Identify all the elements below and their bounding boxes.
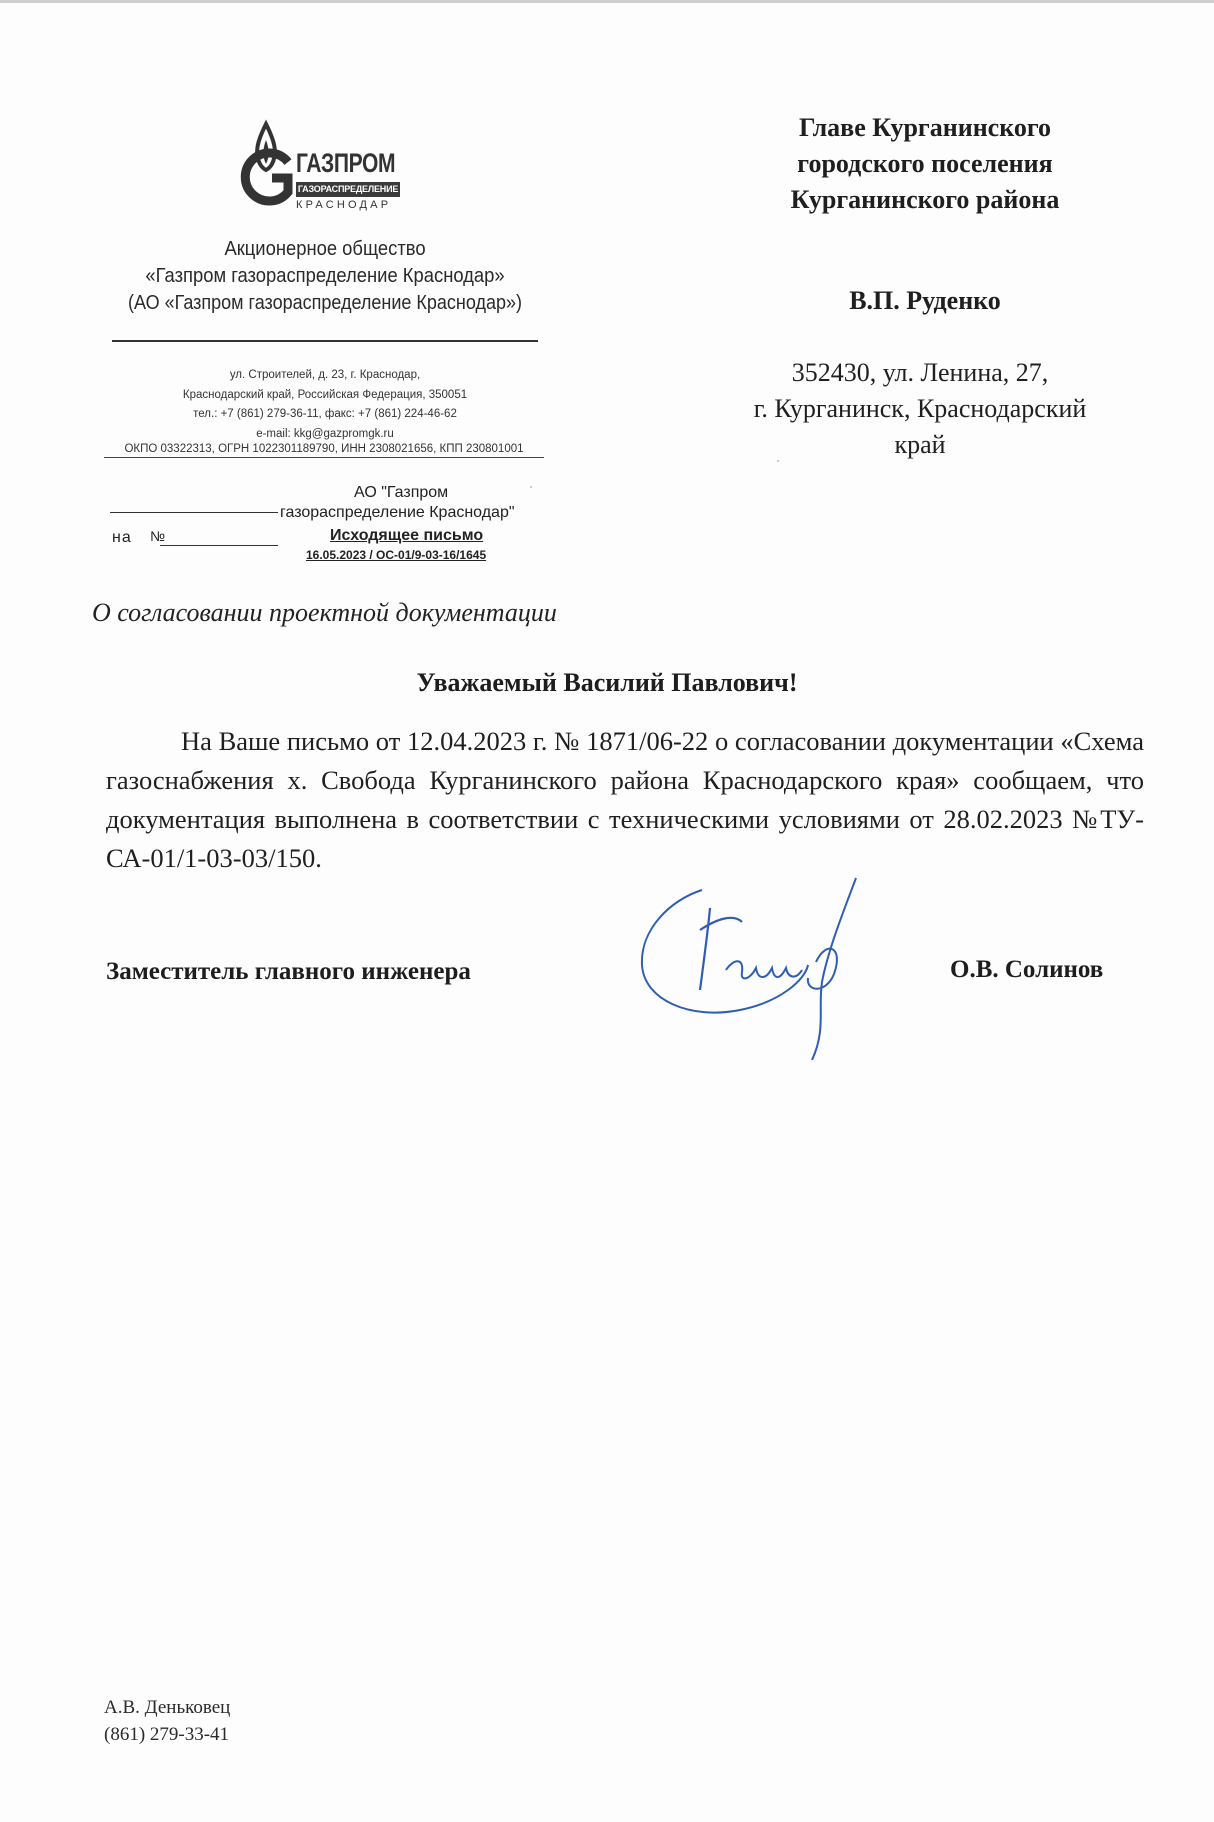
letter-subject: О согласовании проектной документации (92, 598, 557, 627)
signer-position: Заместитель главного инженера (106, 958, 471, 985)
gazprom-flame-icon (236, 118, 296, 214)
logo-city: КРАСНОДАР (296, 199, 392, 211)
scan-speck (777, 460, 779, 462)
org-short-name: (АО «Газпром газораспределение Краснодар») (127, 292, 523, 314)
addressee-line-1: Главе Курганинского (798, 113, 1052, 142)
scan-speck (530, 486, 532, 488)
executor-phone: (861) 279-33-41 (104, 1724, 230, 1745)
org-address-line-2: Краснодарский край, Российская Федерация, 350051 (182, 388, 468, 401)
org-email-line: e-mail: kkg@gazpromgk.ru (256, 427, 394, 440)
number-blank-line (160, 545, 278, 546)
logo-subtitle: ГАЗОРАСПРЕДЕЛЕНИЕ (296, 182, 400, 197)
company-logo (236, 118, 406, 214)
addressee-line-2: городского поселения (797, 149, 1053, 178)
addressee-block (700, 110, 1150, 459)
reply-to-label: на (112, 529, 132, 546)
addressee-address-line-1: 352430, ул. Ленина, 27, (791, 358, 1049, 387)
executor-block (104, 1694, 230, 1748)
addressee-address-line-3: край (894, 430, 946, 459)
letterhead-divider (112, 340, 538, 342)
scan-top-edge (0, 0, 1214, 3)
outgoing-letter-title: Исходящее письмо (330, 527, 484, 544)
letter-body: На Ваше письмо от 12.04.2023 г. № 1871/06-22 о согласовании документации «Схема газоснабжения х. Свобода Курганинского района Краснодарского края» сообщаем, что документация выполнена в соответствии с техническими условиями от 28.02.2023 №ТУ-СА-01/1-03-03/150. (106, 726, 1144, 873)
addressee-name: В.П. Руденко (849, 286, 1001, 315)
letter-salutation: Уважаемый Василий Павлович! (416, 668, 798, 697)
addressee-address (670, 355, 1170, 463)
addressee-title (700, 110, 1150, 218)
org-type: Акционерное общество (224, 238, 426, 260)
stamp-org-line-1: АО "Газпром (354, 484, 449, 501)
addressee-line-3: Курганинского района (790, 185, 1060, 214)
number-sign: № (150, 528, 166, 544)
org-name: «Газпром газораспределение Краснодар» (145, 265, 505, 287)
organization-name-block (100, 236, 550, 317)
outgoing-letter-number: 16.05.2023 / ОС-01/9-03-16/1645 (306, 548, 487, 562)
logo-wordmark: ГАЗПРОМ (296, 148, 396, 178)
outgoing-registration-stamp (100, 482, 560, 562)
stamp-org-line-2: газораспределение Краснодар" (280, 504, 515, 521)
organization-codes: ОКПО 03322313, ОГРН 1022301189790, ИНН 2308021656, КПП 230801001 (104, 443, 544, 458)
org-phone-line: тел.: +7 (861) 279-36-11, факс: +7 (861) 224-46-62 (193, 408, 457, 420)
addressee-address-line-2: г. Курганинск, Краснодарский (753, 394, 1087, 423)
signer-name: О.В. Солинов (950, 956, 1104, 983)
handwritten-signature (630, 870, 910, 1070)
date-blank-line (110, 512, 278, 513)
executor-name: А.В. Деньковец (104, 1697, 231, 1718)
org-address-line-1: ул. Строителей, д. 23, г. Краснодар, (229, 369, 421, 381)
organization-contacts (100, 366, 550, 444)
